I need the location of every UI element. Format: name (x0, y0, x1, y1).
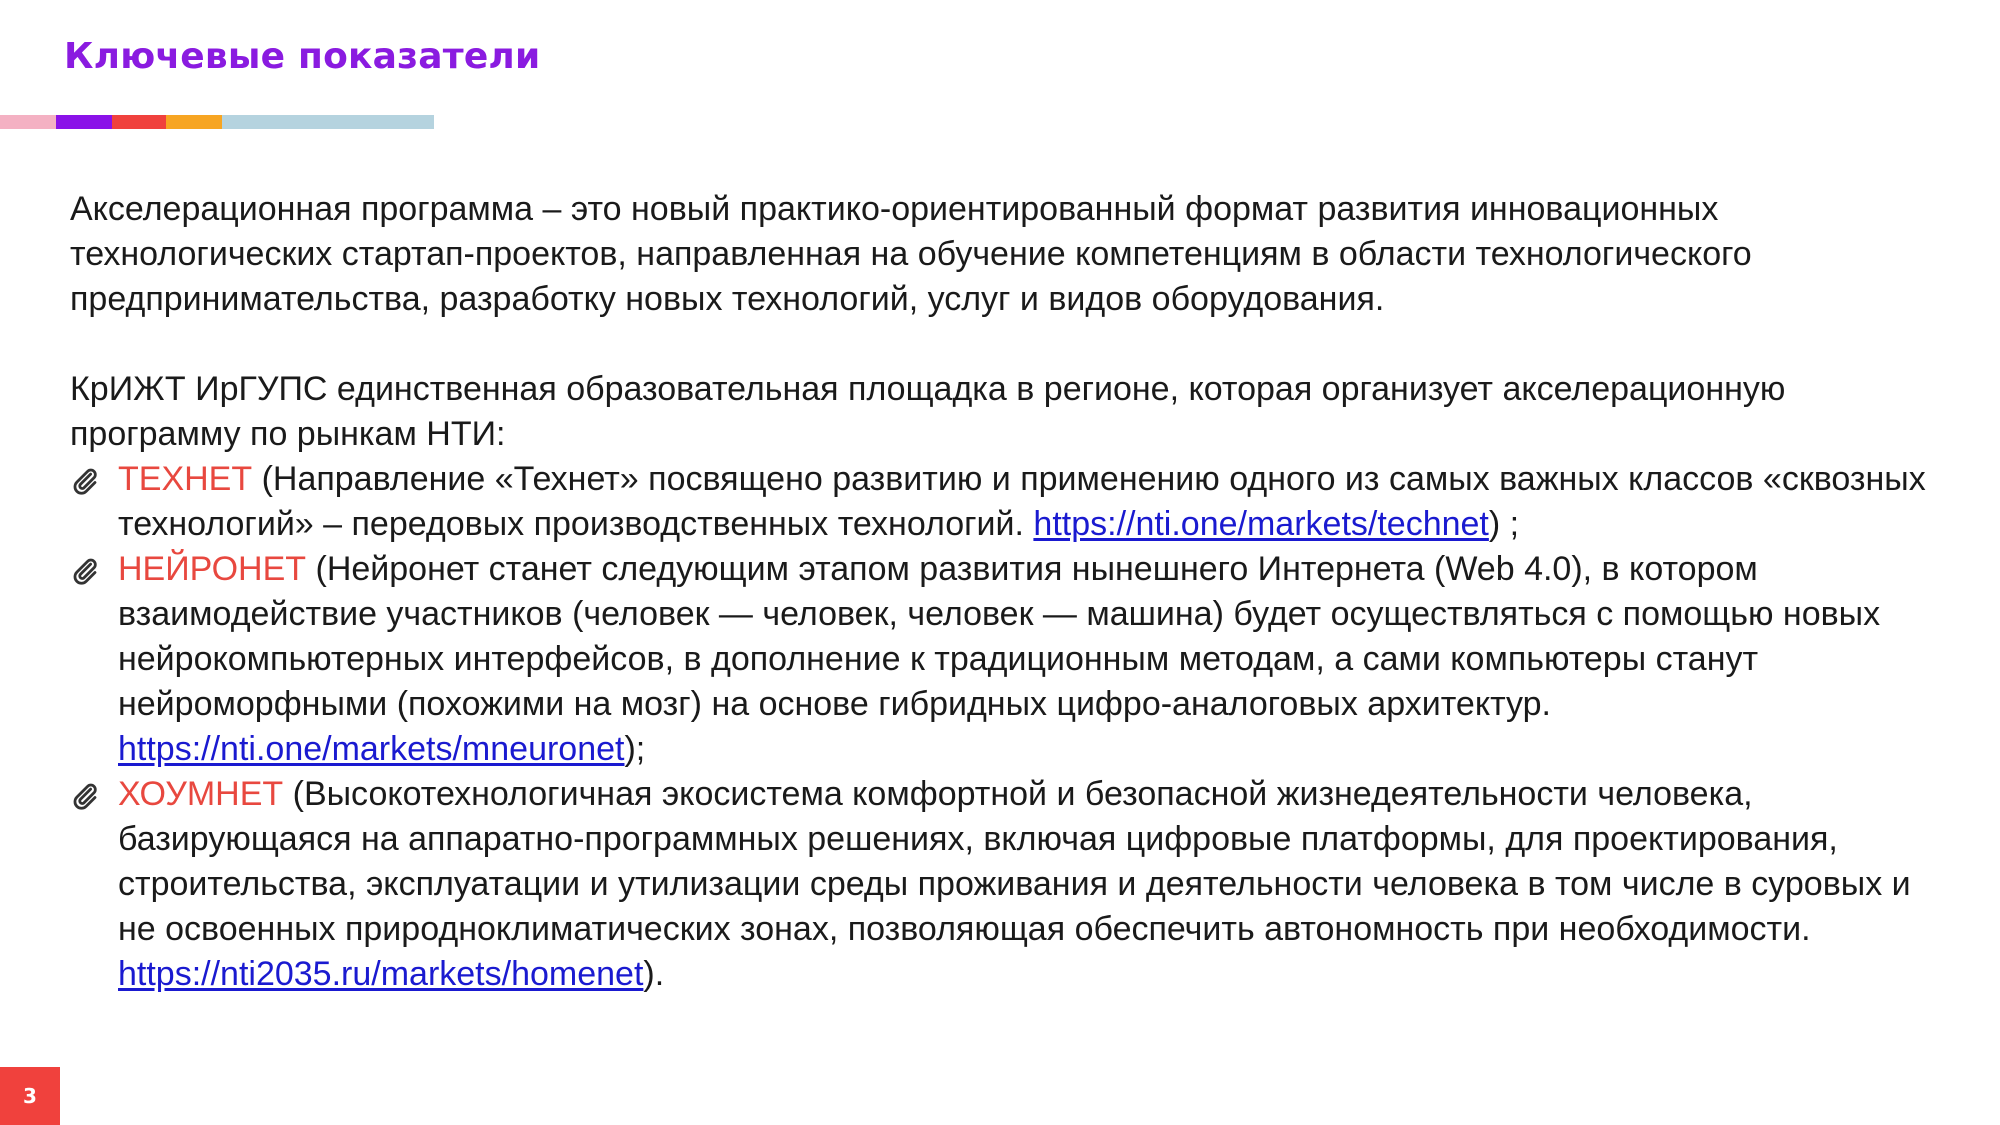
paragraph-spacer (70, 322, 1950, 367)
market-description-neuronet: (Нейронет станет следующим этапом развития нынешнего Интернета (Web 4.0), в котором взаимодействие участников (человек — человек, человек — машина) будет осуществляться с помощью новых нейрокомпьютерных интерфейсов, в дополнение к традиционным методам, а сами компьютеры станут нейроморфными (похожими на мозг) на основе гибридных цифро-аналоговых архитектур. (118, 550, 1881, 723)
bullet-item-neuronet (70, 547, 1950, 772)
page-number-badge: 3 (0, 1067, 60, 1125)
slide-title: Ключевые показатели (64, 36, 541, 77)
paperclip-icon (70, 556, 100, 586)
market-description-technet: (Направление «Технет» посвящено развитию и применению одного из самых важных классов «сквозных технологий» – передовых производственных технологий. (118, 460, 1926, 543)
color-bar-segment-blue (222, 115, 434, 129)
market-suffix-homenet: ). (643, 955, 665, 993)
bullet-item-homenet (70, 772, 1950, 997)
slide-body (70, 187, 1950, 997)
color-bar-segment-red (112, 115, 166, 129)
color-bar-segment-pink (0, 115, 56, 129)
market-description-homenet: (Высокотехнологичная экосистема комфортной и безопасной жизнедеятельности человека, базирующаяся на аппаратно-программных решениях, включая цифровые платформы, для проектирования, строительства, эксплуатации и утилизации среды проживания и деятельности человека в том числе в суровых и не освоенных природноклиматических зонах, позволяющая обеспечить автономность при необходимости. (118, 775, 1911, 948)
bullet-item-technet (70, 457, 1950, 547)
color-bar-segment-orange (166, 115, 222, 129)
market-name-homenet: ХОУМНЕТ (118, 775, 284, 813)
link-homenet[interactable]: https://nti2035.ru/markets/homenet (118, 955, 644, 993)
market-suffix-neuronet: ); (624, 730, 646, 768)
platform-paragraph: КрИЖТ ИрГУПС единственная образовательная площадка в регионе, которая организует акселерационную программу по рынкам НТИ: (70, 370, 1786, 453)
market-suffix-technet: ) ; (1488, 505, 1520, 543)
link-technet[interactable]: https://nti.one/markets/technet (1033, 505, 1489, 543)
intro-paragraph: Акселерационная программа – это новый практико-ориентированный формат развития инновационных технологических стартап-проектов, направленная на обучение компетенциям в области технологического предпринимательства, разработку новых технологий, услуг и видов оборудования. (70, 190, 1752, 318)
paperclip-icon (70, 466, 100, 496)
color-bar-segment-purple (56, 115, 112, 129)
link-neuronet[interactable]: https://nti.one/markets/mneuronet (118, 730, 625, 768)
paperclip-icon (70, 781, 100, 811)
market-name-neuronet: НЕЙРОНЕТ (118, 550, 307, 588)
accent-color-bar (0, 115, 434, 129)
market-name-technet: ТЕХНЕТ (118, 460, 253, 498)
